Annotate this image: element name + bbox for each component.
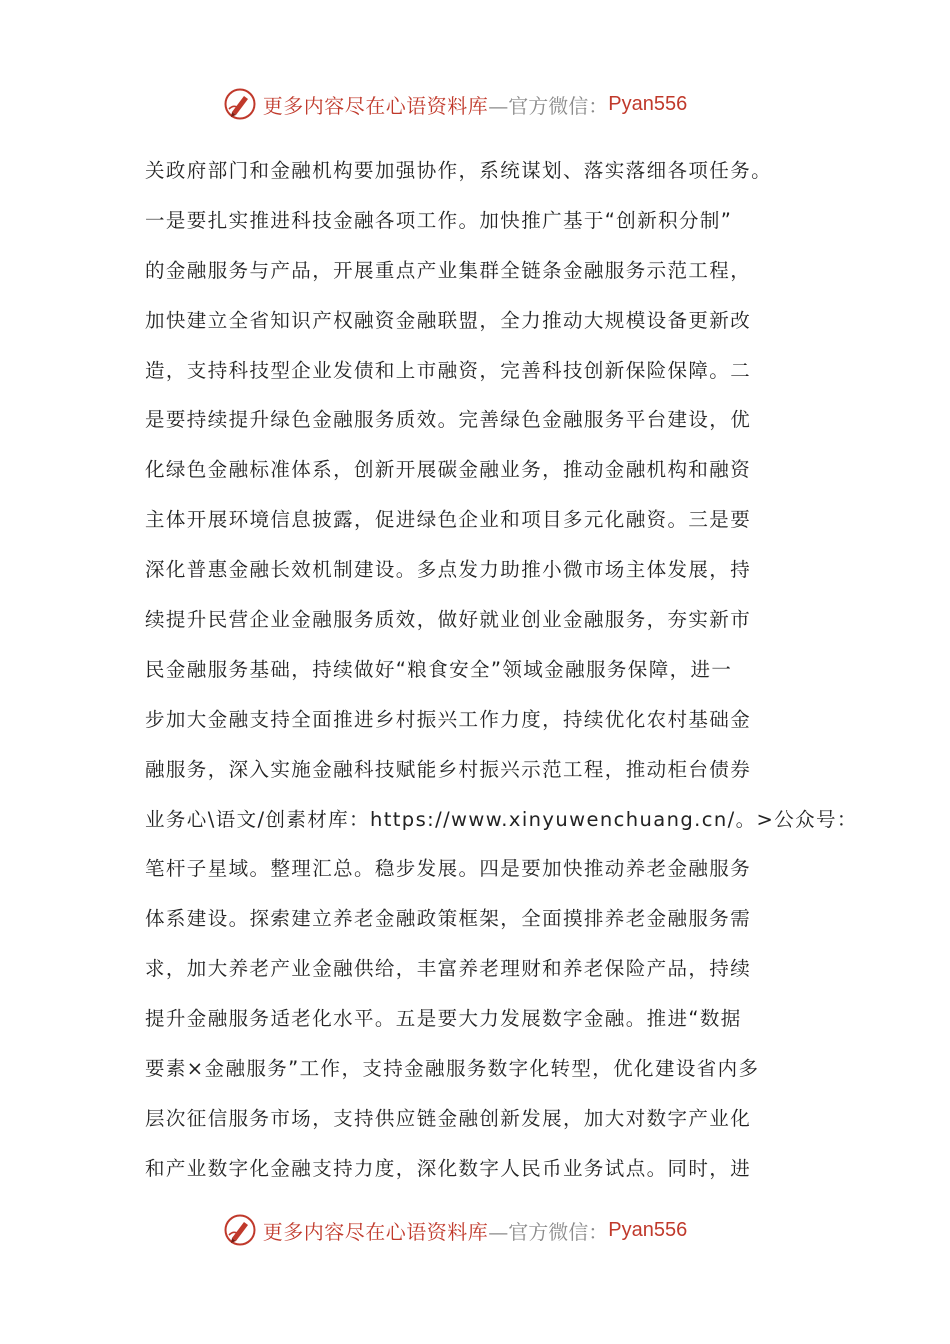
body-text [145,146,858,1194]
text-line: 一是要扎实推进科技金融各项工作。加快推广基于“创新积分制” [145,208,733,232]
text-line: 提升金融服务适老化水平。五是要大力发展数字金融。推进“数据 [145,1007,742,1031]
header-banner [0,82,950,126]
text-line: 融服务，深入实施金融科技赋能乡村振兴示范工程，推动柜台债券 [145,757,752,781]
text-line: 民金融服务基础，持续做好“粮食安全”领域金融服务保障，进一 [145,657,733,681]
pen-logo-icon [223,87,257,121]
footer-banner [0,1208,950,1252]
header-brand-text: 更多内容尽在心语资料库 [262,93,489,118]
text-line: 求，加大养老产业金融供给，丰富养老理财和养老保险产品，持续 [145,957,752,981]
text-line: 关政府部门和金融机构要加强协作，系统谋划、落实落细各项任务。 [145,159,773,182]
footer-brand-text: 更多内容尽在心语资料库 [262,1219,489,1244]
text-line: 步加大金融支持全面推进乡村振兴工作力度，持续优化农村基础金 [145,707,752,731]
text-line: 主体开展环境信息披露，促进绿色企业和项目多元化融资。三是要 [145,508,752,532]
text-line: 化绿色金融标准体系，创新开展碳金融业务，推动金融机构和融资 [145,458,752,482]
footer-wechat-handle: Pyan556 [608,1218,688,1241]
header-contact-text: —官方微信： [488,93,609,118]
text-line: 造，支持科技型企业发债和上市融资，完善科技创新保险保障。二 [145,358,752,382]
text-line: 深化普惠金融长效机制建设。多点发力助推小微市场主体发展，持 [145,558,752,582]
footer-contact-text: —官方微信： [488,1219,609,1244]
text-line: 续提升民营企业金融服务质效，做好就业创业金融服务，夯实新市 [145,608,752,632]
text-line: 和产业数字化金融支持力度，深化数字人民币业务试点。同时，进 [145,1156,752,1180]
text-line: 层次征信服务市场，支持供应链金融创新发展，加大对数字产业化 [145,1106,752,1130]
text-line: 体系建设。探索建立养老金融政策框架，全面摸排养老金融服务需 [145,907,752,931]
text-line: 笔杆子星域。整理汇总。稳步发展。四是要加快推动养老金融服务 [145,857,752,881]
text-line: 加快建立全省知识产权融资金融联盟，全力推动大规模设备更新改 [145,308,752,332]
text-line: 要素×金融服务”工作，支持金融服务数字化转型，优化建设省内多 [145,1057,760,1081]
text-line: 是要持续提升绿色金融服务质效。完善绿色金融服务平台建设，优 [145,408,752,432]
pen-logo-icon [223,1213,257,1247]
text-line: 的金融服务与产品，开展重点产业集群全链条金融服务示范工程， [145,258,752,282]
header-wechat-handle: Pyan556 [608,92,688,115]
text-line-with-link: 业务心\语文/创素材库：https://www.xinyuwenchuang.cn/。>公众号： [145,807,858,831]
